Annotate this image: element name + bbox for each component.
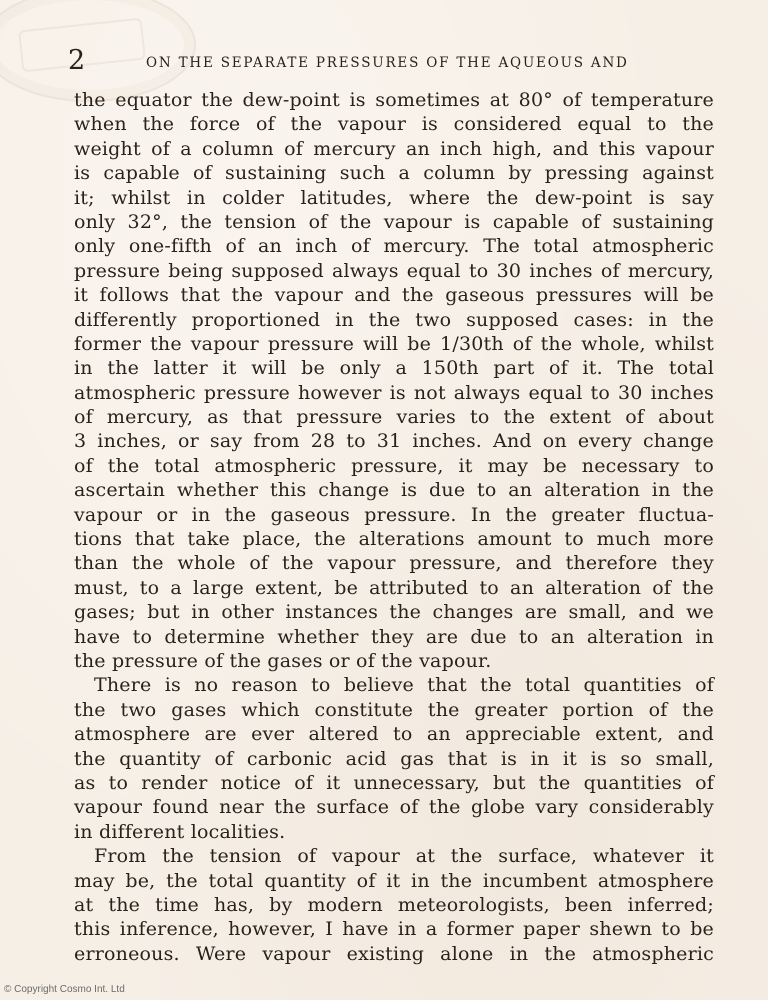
- text-line: as to render notice of it unnecessary, but the quantities of: [74, 771, 714, 794]
- text-line: the two gases which constitute the greater portion of the: [74, 698, 714, 721]
- text-line: former the vapour pressure will be 1/30th of the whole, whilst: [74, 332, 714, 355]
- text-line: atmospheric pressure however is not always equal to 30 inches: [74, 381, 714, 404]
- text-line: From the tension of vapour at the surface, whatever it: [94, 845, 714, 868]
- text-line: only one-fifth of an inch of mercury. The total atmospheric: [74, 235, 714, 258]
- text-line: vapour found near the surface of the globe vary considerably: [74, 796, 714, 819]
- text-line: this inference, however, I have in a former paper shewn to be: [74, 918, 714, 941]
- text-line: pressure being supposed always equal to 30 inches of mercury,: [74, 259, 714, 282]
- text-line: is capable of sustaining such a column by pressing against: [74, 162, 714, 185]
- body-text: [74, 88, 714, 966]
- text-line: tions that take place, the alterations amount to much more: [74, 528, 714, 551]
- text-line: at the time has, by modern meteorologists, been inferred;: [74, 893, 714, 916]
- text-line: ascertain whether this change is due to an alteration in the: [74, 479, 714, 502]
- text-line: atmosphere are ever altered to an appreciable extent, and: [74, 723, 714, 746]
- text-line: must, to a large extent, be attributed to an alteration of the: [74, 576, 714, 599]
- text-line: of mercury, as that pressure varies to the extent of about: [74, 406, 714, 429]
- text-line: than the whole of the vapour pressure, and therefore they: [74, 552, 714, 575]
- text-line: weight of a column of mercury an inch high, and this vapour: [74, 137, 714, 160]
- copyright-watermark: © Copyright Cosmo Int. Ltd: [4, 984, 125, 995]
- text-line: There is no reason to believe that the total quantities of: [94, 674, 714, 697]
- text-line: in different localities.: [74, 820, 286, 843]
- text-line: the quantity of carbonic acid gas that is in it is so small,: [74, 747, 714, 770]
- text-line: it follows that the vapour and the gaseous pressures will be: [74, 284, 714, 307]
- text-line: differently proportioned in the two supposed cases: in the: [74, 308, 714, 331]
- text-line: when the force of the vapour is considered equal to the: [74, 113, 714, 136]
- text-line: may be, the total quantity of it in the incumbent atmosphere: [74, 869, 714, 892]
- text-line: erroneous. Were vapour existing alone in the atmospheric: [74, 942, 714, 965]
- text-line: it; whilst in colder latitudes, where the dew-point is say: [74, 186, 714, 209]
- text-line: gases; but in other instances the changes are small, and we: [74, 601, 714, 624]
- text-line: in the latter it will be only a 150th part of it. The total: [74, 357, 714, 380]
- text-line: 3 inches, or say from 28 to 31 inches. And on every change: [74, 430, 714, 453]
- text-line: have to determine whether they are due to an alteration in: [74, 625, 714, 648]
- text-line: vapour or in the gaseous pressure. In the greater fluctua-: [74, 503, 714, 526]
- running-head: ON THE SEPARATE PRESSURES OF THE AQUEOUS AND: [146, 55, 629, 71]
- page-number: 2: [68, 45, 86, 76]
- text-line: only 32°, the tension of the vapour is capable of sustaining: [74, 210, 714, 233]
- text-line: the equator the dew-point is sometimes at 80° of temperature: [74, 89, 714, 111]
- text-line: the pressure of the gases or of the vapour.: [74, 649, 492, 672]
- text-line: of the total atmospheric pressure, it may be necessary to: [74, 454, 714, 477]
- page-header: [0, 44, 768, 84]
